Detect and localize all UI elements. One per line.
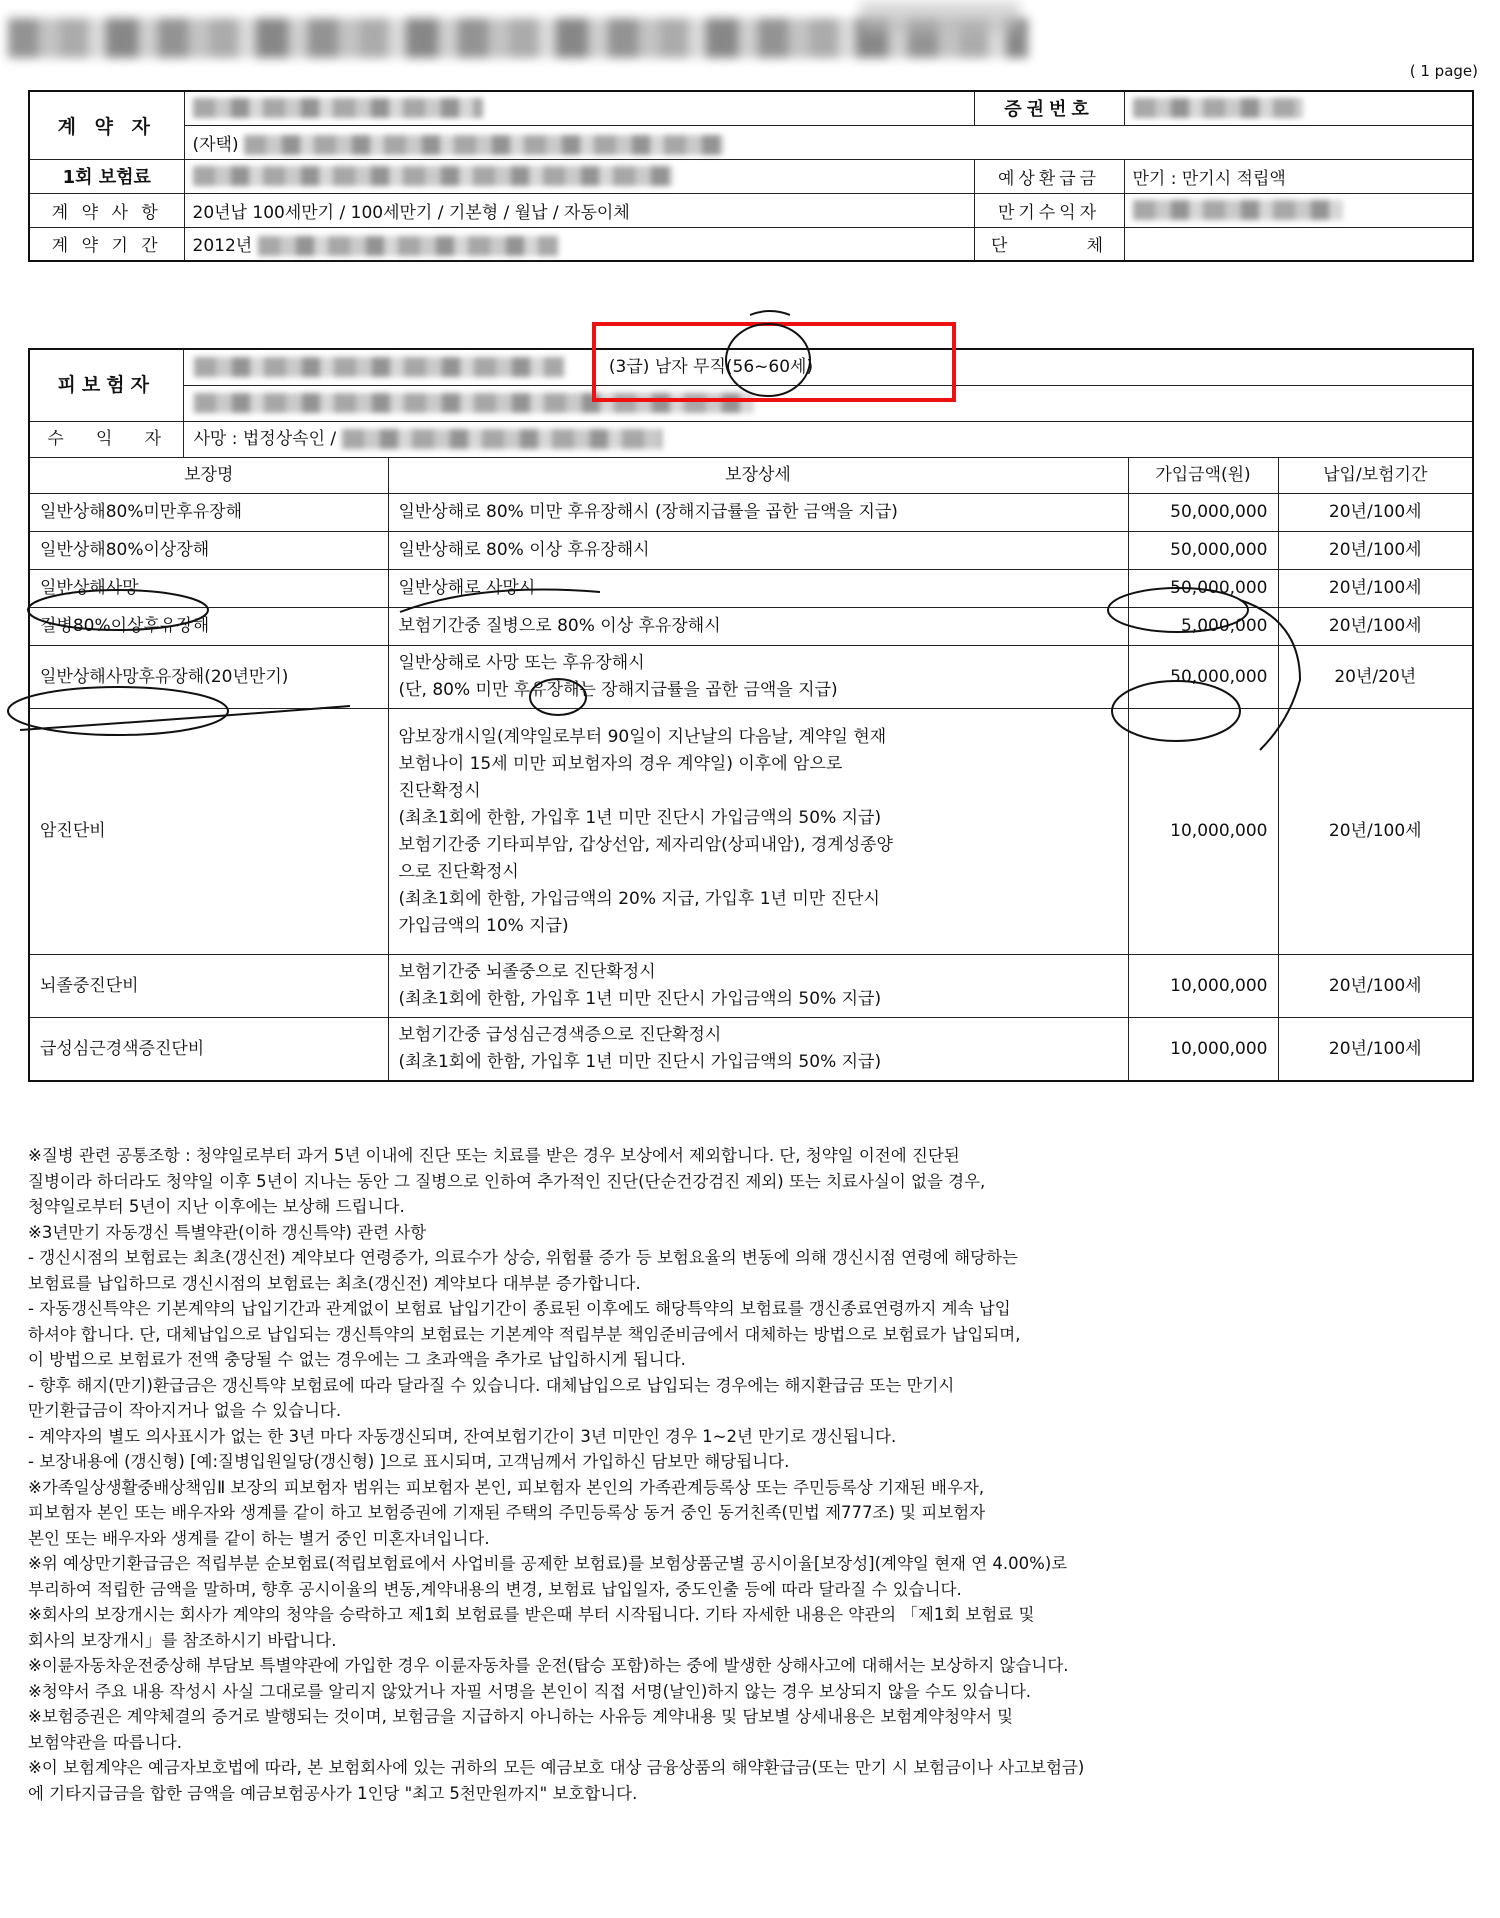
coverage-name: 질병80%이상후유장해 (29, 608, 388, 646)
coverage-period: 20년/100세 (1278, 955, 1473, 1018)
note-paragraph: ※3년만기 자동갱신 특별약관(이하 갱신특약) 관련 사항 (28, 1222, 427, 1242)
coverage-row (29, 646, 1473, 709)
coverage-period: 20년/100세 (1278, 570, 1473, 608)
first-premium-value (184, 159, 974, 193)
maturity-beneficiary-value (1124, 193, 1473, 227)
coverage-amount: 50,000,000 (1128, 532, 1278, 570)
contractor-address (184, 125, 1473, 159)
coverage-detail: 일반상해로 80% 이상 후유장해시 (388, 532, 1128, 570)
header-coverage-name: 보장명 (29, 458, 388, 494)
coverage-period: 20년/100세 (1278, 1018, 1473, 1082)
coverage-row (29, 955, 1473, 1018)
header-coverage-detail: 보장상세 (388, 458, 1128, 494)
coverage-detail: 보험기간중 뇌졸중으로 진단확정시 (최초1회에 한함, 가입후 1년 미만 진단시 가입금액의 50% 지급) (388, 955, 1128, 1018)
coverage-amount: 50,000,000 (1128, 570, 1278, 608)
terms-value: 20년납 100세만기 / 100세만기 / 기본형 / 월납 / 자동이체 (184, 193, 974, 227)
coverage-amount: 50,000,000 (1128, 494, 1278, 532)
coverage-detail: 보험기간중 질병으로 80% 이상 후유장해시 (388, 608, 1128, 646)
expected-refund-label: 예상환급금 (974, 159, 1124, 193)
highlight-box (592, 322, 956, 402)
note-paragraph: ※이 보험계약은 예금자보호법에 따라, 본 보험회사에 있는 귀하의 모든 예금보호 대상 금융상품의 해약환급금(또는 만기 시 보험금이나 사고보험금) 에 기타지급금을 합한 금액을 예금보험공사가 1인당 "최고 5천만원까지" 보호합니다. (28, 1758, 1085, 1803)
address-type: (자택) (192, 134, 239, 155)
period-label: 계 약 기 간 (29, 227, 184, 261)
note-paragraph: ※이륜자동차운전중상해 부담보 특별약관에 가입한 경우 이륜자동차를 운전(탑승 포함)하는 중에 발생한 상해사고에 대해서는 보상하지 않습니다. (28, 1656, 1069, 1675)
stroke-mark-occupation (750, 311, 790, 315)
note-paragraph: - 보장내용에 (갱신형) [예:질병입원일당(갱신형) ]으로 표시되며, 고객님께서 가입하신 담보만 해당됩니다. (28, 1452, 790, 1471)
redacted-header-mark (860, 2, 1020, 32)
maturity-beneficiary-label: 만기수익자 (974, 193, 1124, 227)
header-amount: 가입금액(원) (1128, 458, 1278, 494)
expected-refund-value: 만기 : 만기시 적립액 (1124, 159, 1473, 193)
coverage-period: 20년/100세 (1278, 494, 1473, 532)
note-paragraph: - 자동갱신특약은 기본계약의 납입기간과 관계없이 보험료 납입기간이 종료된 이후에도 해당특약의 보험료를 갱신종료연령까지 계속 납입 하셔야 합니다. 단, 대체납입으로 납입되는 갱신특약의 보험료는 기본계약 적립부분 책임준비금에서 대체하는 방법으로 보험료가 납입되며, 이 방법으로 보험료가 전액 충당될 수 없는 경우에는 그 초과액을 추가로 납입하시게 됩니다. (28, 1299, 1021, 1369)
coverage-amount: 10,000,000 (1128, 709, 1278, 955)
coverage-amount: 5,000,000 (1128, 608, 1278, 646)
note-paragraph: ※질병 관련 공통조항 : 청약일로부터 과거 5년 이내에 진단 또는 치료를 받은 경우 보상에서 제외합니다. 단, 청약일 이전에 진단된 질병이라 하더라도 청약일 이후 5년이 지나는 동안 그 질병으로 인하여 추가적인 진단(단순건강검진 제외) 또는 치료사실이 없을 경우, 청약일로부터 5년이 지난 이후에는 보상해 드립니다. (28, 1146, 986, 1216)
notes-section (28, 1143, 1478, 1806)
coverage-table (28, 348, 1474, 1082)
coverage-detail: 암보장개시일(계약일로부터 90일이 지난날의 다음날, 계약일 현재 보험나이 15세 미만 피보험자의 경우 계약일) 이후에 암으로 진단확정시 (최초1회에 한함, 가입후 1년 미만 진단시 가입금액의 50% 지급) 보험기간중 기타피부암, 갑상선암, 제자리암(상피내암), 경계성종양 으로 진단확정시 (최초1회에 한함, 가입금액의 20% 지급, 가입후 1년 미만 진단시 가입금액의 10% 지급) (388, 709, 1128, 955)
coverage-amount: 10,000,000 (1128, 955, 1278, 1018)
note-paragraph: ※보험증권은 계약체결의 증거로 발행되는 것이며, 보험금을 지급하지 아니하는 사유등 계약내용 및 담보별 상세내용은 보험계약청약서 및 보험약관을 따릅니다. (28, 1707, 1014, 1752)
coverage-name: 일반상해80%미만후유장해 (29, 494, 388, 532)
terms-label: 계 약 사 항 (29, 193, 184, 227)
coverage-row (29, 1018, 1473, 1082)
coverage-detail: 일반상해로 사망 또는 후유장해시 (단, 80% 미만 후유장해는 장해지급률을 곱한 금액을 지급) (388, 646, 1128, 709)
note-paragraph: ※위 예상만기환급금은 적립부분 순보험료(적립보험료에서 사업비를 공제한 보험료)를 보험상품군별 공시이율[보장성](계약일 현재 연 4.00%)로 부리하여 적립한 금액을 말하며, 향후 공시이율의 변동,계약내용의 변경, 보험료 납입일자, 중도인출 등에 따라 달라질 수 있습니다. (28, 1554, 1068, 1599)
insured-grade-info: (3급) 남자 무직(56~60세) (608, 357, 814, 377)
contractor-label: 계 약 자 (29, 91, 184, 159)
insured-label: 피보험자 (29, 349, 183, 422)
coverage-detail: 보험기간중 급성심근경색증으로 진단확정시 (최초1회에 한함, 가입후 1년 미만 진단시 가입금액의 50% 지급) (388, 1018, 1128, 1082)
coverage-name: 암진단비 (29, 709, 388, 955)
coverage-row (29, 570, 1473, 608)
coverage-name: 일반상해80%이상장해 (29, 532, 388, 570)
beneficiary-label: 수 익 자 (29, 422, 183, 458)
note-paragraph: - 향후 해지(만기)환급금은 갱신특약 보험료에 따라 달라질 수 있습니다. 대체납입으로 납입되는 경우에는 해지환급금 또는 만기시 만기환급금이 작아지거나 없을 수 있습니다. (28, 1375, 955, 1420)
coverage-row (29, 494, 1473, 532)
coverage-period: 20년/100세 (1278, 608, 1473, 646)
coverage-amount: 50,000,000 (1128, 646, 1278, 709)
coverage-period: 20년/20년 (1278, 646, 1473, 709)
coverage-name: 일반상해사망후유장해(20년만기) (29, 646, 388, 709)
period-start-year: 2012년 (192, 236, 253, 257)
contract-table (28, 90, 1474, 262)
group-value (1124, 227, 1473, 261)
coverage-name: 뇌졸중진단비 (29, 955, 388, 1018)
note-paragraph: - 갱신시점의 보험료는 최초(갱신전) 계약보다 연령증가, 의료수가 상승, 위험률 증가 등 보험요율의 변동에 의해 갱신시점 연령에 해당하는 보험료를 납입하므로 갱신시점의 보험료는 최초(갱신전) 계약보다 대부분 증가합니다. (28, 1248, 1018, 1293)
coverage-period: 20년/100세 (1278, 709, 1473, 955)
note-paragraph: ※가족일상생활중배상책임Ⅱ 보장의 피보험자 범위는 피보험자 본인, 피보험자 본인의 가족관계등록상 또는 주민등록상 기재된 배우자, 피보험자 본인 또는 배우자와 생계를 같이 하고 보험증권에 기재된 주택의 주민등록상 동거 중인 동거친족(민법 제777조) 및 피보험자 본인 또는 배우자와 생계를 같이 하는 별거 중인 미혼자녀입니다. (28, 1477, 986, 1548)
group-label: 단 체 (974, 227, 1124, 261)
coverage-name: 일반상해사망 (29, 570, 388, 608)
header-period: 납입/보험기간 (1278, 458, 1473, 494)
coverage-detail: 일반상해로 80% 미만 후유장해시 (장해지급률을 곱한 금액을 지급) (388, 494, 1128, 532)
coverage-row (29, 608, 1473, 646)
page-indicator: ( 1 page) (1409, 62, 1478, 80)
contractor-name (184, 91, 974, 125)
note-paragraph: - 계약자의 별도 의사표시가 없는 한 3년 마다 자동갱신되며, 잔여보험기간이 3년 미만인 경우 1~2년 만기로 갱신됩니다. (28, 1426, 897, 1446)
coverage-header-row (29, 458, 1473, 494)
note-paragraph: ※청약서 주요 내용 작성시 사실 그대로를 알리지 않았거나 자필 서명을 본인이 직접 서명(날인)하지 않는 경우 보상되지 않을 수도 있습니다. (28, 1681, 1031, 1701)
coverage-row (29, 532, 1473, 570)
period-value (184, 227, 974, 261)
coverage-detail: 일반상해로 사망시 (388, 570, 1128, 608)
first-premium-label: 1회 보험료 (29, 159, 184, 193)
policy-no-label: 증권번호 (974, 91, 1124, 125)
coverage-name: 급성심근경색증진단비 (29, 1018, 388, 1082)
beneficiary-text: 사망 : 법정상속인 / (193, 429, 337, 449)
coverage-row (29, 709, 1473, 955)
coverage-amount: 10,000,000 (1128, 1018, 1278, 1082)
coverage-period: 20년/100세 (1278, 532, 1473, 570)
policy-no-value (1124, 91, 1473, 125)
note-paragraph: ※회사의 보장개시는 회사가 계약의 청약을 승락하고 제1회 보험료를 받은때 부터 시작됩니다. 기타 자세한 내용은 약관의 「제1회 보험료 및 회사의 보장개시」를 참조하시기 바랍니다. (28, 1605, 1035, 1650)
beneficiary-value (183, 422, 1473, 458)
